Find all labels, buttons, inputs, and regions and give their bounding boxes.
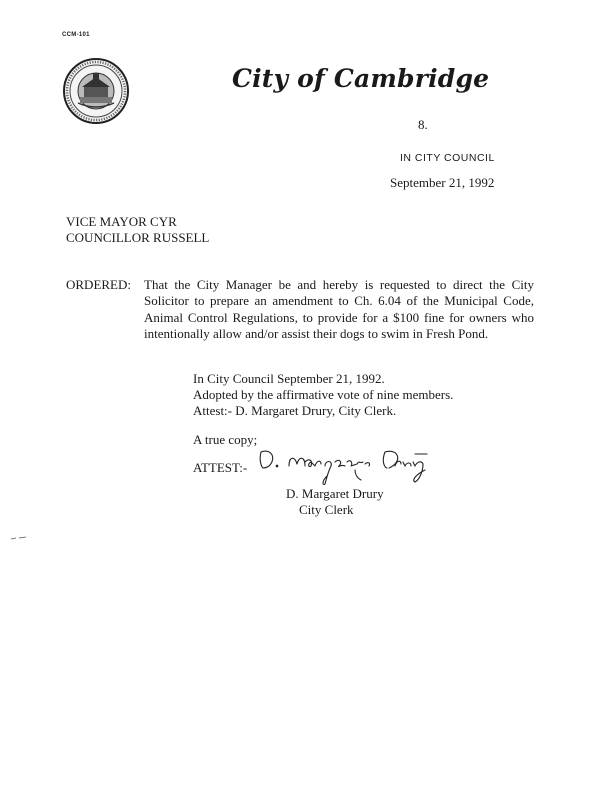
attest-label: ATTEST:- (193, 460, 248, 475)
adoption-line: In City Council September 21, 1992. (193, 371, 385, 386)
order-text: That the City Manager be and hereby is requested to direct the City Solicitor to prepare an amendment to Ch. 6.04 of the Municipal Code, Animal Control Regulations, to provide for a $100 fine for owners who intentionally allow and/or assist their dogs to swim in Fresh Pond. (144, 277, 534, 341)
clerk-title: City Clerk (299, 502, 354, 517)
vote-line: Adopted by the affirmative vote of nine members. (193, 387, 454, 402)
clerk-attest-line: Attest:- D. Margaret Drury, City Clerk. (193, 403, 397, 418)
sponsor-name: VICE MAYOR CYR (66, 214, 177, 229)
masthead-title: City of Cambridge (232, 64, 490, 93)
clerk-name: D. Margaret Drury (286, 486, 384, 501)
ordered-label: ORDERED: (66, 277, 131, 292)
item-number: 8. (418, 117, 428, 132)
handwritten-signature (255, 440, 435, 490)
council-heading: IN CITY COUNCIL (400, 152, 495, 164)
scan-mark (10, 535, 28, 541)
sponsor-name: COUNCILLOR RUSSELL (66, 230, 210, 245)
form-code: CCM-101 (62, 32, 90, 38)
meeting-date: September 21, 1992 (390, 175, 495, 190)
city-seal-icon (62, 57, 130, 125)
true-copy-label: A true copy; (193, 432, 258, 447)
